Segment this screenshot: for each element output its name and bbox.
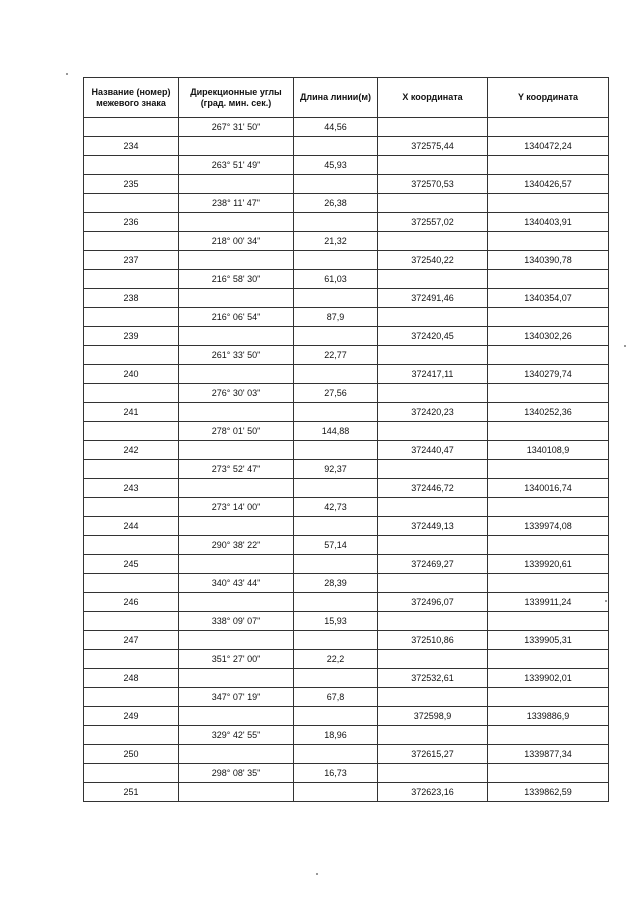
angle-cell: 263° 51' 49" [179, 156, 294, 175]
angle-cell: 216° 06' 54" [179, 308, 294, 327]
point-name-cell: 251 [84, 783, 179, 802]
empty-cell [84, 574, 179, 593]
y-coordinate-cell: 1339974,08 [488, 517, 609, 536]
point-name-cell: 244 [84, 517, 179, 536]
y-coordinate-cell: 1339886,9 [488, 707, 609, 726]
empty-cell [294, 137, 378, 156]
segment-row [84, 498, 609, 517]
table-header-row [84, 78, 609, 118]
point-name-cell: 239 [84, 327, 179, 346]
empty-cell [488, 536, 609, 555]
y-coordinate-cell: 1340279,74 [488, 365, 609, 384]
point-name-cell: 234 [84, 137, 179, 156]
point-name-cell: 250 [84, 745, 179, 764]
point-row [84, 517, 609, 536]
empty-cell [488, 270, 609, 289]
angle-cell: 218° 00' 34" [179, 232, 294, 251]
x-coordinate-cell: 372510,86 [378, 631, 488, 650]
length-cell: 22,2 [294, 650, 378, 669]
scan-speck [624, 345, 626, 347]
y-coordinate-cell: 1339920,61 [488, 555, 609, 574]
segment-row [84, 650, 609, 669]
empty-cell [179, 365, 294, 384]
y-coordinate-cell: 1340016,74 [488, 479, 609, 498]
y-coordinate-cell: 1339902,01 [488, 669, 609, 688]
empty-cell [488, 308, 609, 327]
x-coordinate-cell: 372540,22 [378, 251, 488, 270]
table-body [84, 118, 609, 802]
empty-cell [84, 650, 179, 669]
length-cell: 61,03 [294, 270, 378, 289]
point-row [84, 175, 609, 194]
y-coordinate-cell: 1340403,91 [488, 213, 609, 232]
empty-cell [488, 232, 609, 251]
angle-cell: 273° 52' 47" [179, 460, 294, 479]
scan-speck [316, 873, 318, 875]
empty-cell [378, 422, 488, 441]
segment-row [84, 384, 609, 403]
empty-cell [294, 289, 378, 308]
y-coordinate-cell: 1340252,36 [488, 403, 609, 422]
length-cell: 144,88 [294, 422, 378, 441]
point-name-cell: 237 [84, 251, 179, 270]
empty-cell [84, 118, 179, 137]
empty-cell [378, 536, 488, 555]
point-row [84, 783, 609, 802]
point-row [84, 555, 609, 574]
angle-cell: 273° 14' 00" [179, 498, 294, 517]
empty-cell [179, 517, 294, 536]
x-coordinate-cell: 372570,53 [378, 175, 488, 194]
point-name-cell: 243 [84, 479, 179, 498]
empty-cell [294, 707, 378, 726]
x-coordinate-cell: 372417,11 [378, 365, 488, 384]
empty-cell [378, 156, 488, 175]
empty-cell [84, 764, 179, 783]
segment-row [84, 270, 609, 289]
point-name-cell: 240 [84, 365, 179, 384]
empty-cell [179, 593, 294, 612]
empty-cell [294, 745, 378, 764]
empty-cell [84, 194, 179, 213]
segment-row [84, 118, 609, 137]
x-coordinate-cell: 372532,61 [378, 669, 488, 688]
empty-cell [294, 631, 378, 650]
header-y: Y координата [488, 78, 609, 118]
empty-cell [488, 460, 609, 479]
empty-cell [179, 175, 294, 194]
segment-row [84, 232, 609, 251]
angle-cell: 340° 43' 44" [179, 574, 294, 593]
x-coordinate-cell: 372496,07 [378, 593, 488, 612]
empty-cell [488, 156, 609, 175]
angle-cell: 298° 08' 35" [179, 764, 294, 783]
empty-cell [179, 213, 294, 232]
empty-cell [488, 346, 609, 365]
boundary-coordinates-table [83, 77, 609, 802]
empty-cell [84, 726, 179, 745]
empty-cell [378, 460, 488, 479]
x-coordinate-cell: 372491,46 [378, 289, 488, 308]
empty-cell [294, 403, 378, 422]
x-coordinate-cell: 372623,16 [378, 783, 488, 802]
x-coordinate-cell: 372598,9 [378, 707, 488, 726]
empty-cell [84, 460, 179, 479]
empty-cell [378, 194, 488, 213]
point-name-cell: 238 [84, 289, 179, 308]
empty-cell [378, 574, 488, 593]
segment-row [84, 308, 609, 327]
empty-cell [294, 783, 378, 802]
empty-cell [378, 308, 488, 327]
segment-row [84, 688, 609, 707]
empty-cell [378, 764, 488, 783]
empty-cell [179, 745, 294, 764]
point-name-cell: 247 [84, 631, 179, 650]
empty-cell [488, 612, 609, 631]
point-row [84, 707, 609, 726]
point-row [84, 137, 609, 156]
empty-cell [179, 403, 294, 422]
empty-cell [294, 251, 378, 270]
angle-cell: 278° 01' 50" [179, 422, 294, 441]
header-name: Название (номер) межевого знака [84, 78, 179, 118]
x-coordinate-cell: 372420,23 [378, 403, 488, 422]
empty-cell [378, 612, 488, 631]
y-coordinate-cell: 1339905,31 [488, 631, 609, 650]
length-cell: 26,38 [294, 194, 378, 213]
length-cell: 44,56 [294, 118, 378, 137]
empty-cell [84, 384, 179, 403]
empty-cell [84, 498, 179, 517]
empty-cell [179, 327, 294, 346]
y-coordinate-cell: 1339862,59 [488, 783, 609, 802]
empty-cell [84, 612, 179, 631]
empty-cell [179, 479, 294, 498]
y-coordinate-cell: 1340472,24 [488, 137, 609, 156]
length-cell: 18,96 [294, 726, 378, 745]
empty-cell [179, 783, 294, 802]
empty-cell [378, 346, 488, 365]
point-row [84, 631, 609, 650]
segment-row [84, 156, 609, 175]
empty-cell [294, 213, 378, 232]
length-cell: 21,32 [294, 232, 378, 251]
point-row [84, 251, 609, 270]
empty-cell [84, 308, 179, 327]
empty-cell [488, 422, 609, 441]
point-name-cell: 248 [84, 669, 179, 688]
angle-cell: 338° 09' 07" [179, 612, 294, 631]
empty-cell [488, 726, 609, 745]
segment-row [84, 726, 609, 745]
y-coordinate-cell: 1340390,78 [488, 251, 609, 270]
empty-cell [488, 650, 609, 669]
empty-cell [294, 441, 378, 460]
empty-cell [84, 270, 179, 289]
empty-cell [179, 555, 294, 574]
empty-cell [179, 251, 294, 270]
scan-speck [605, 600, 607, 602]
point-name-cell: 242 [84, 441, 179, 460]
length-cell: 28,39 [294, 574, 378, 593]
point-row [84, 593, 609, 612]
x-coordinate-cell: 372469,27 [378, 555, 488, 574]
empty-cell [378, 232, 488, 251]
empty-cell [179, 707, 294, 726]
point-name-cell: 246 [84, 593, 179, 612]
angle-cell: 267° 31' 50" [179, 118, 294, 137]
segment-row [84, 346, 609, 365]
empty-cell [488, 384, 609, 403]
empty-cell [378, 650, 488, 669]
empty-cell [294, 175, 378, 194]
angle-cell: 261° 33' 50" [179, 346, 294, 365]
x-coordinate-cell: 372420,45 [378, 327, 488, 346]
point-row [84, 327, 609, 346]
empty-cell [488, 194, 609, 213]
length-cell: 67,8 [294, 688, 378, 707]
x-coordinate-cell: 372615,27 [378, 745, 488, 764]
empty-cell [294, 327, 378, 346]
point-row [84, 213, 609, 232]
y-coordinate-cell: 1340354,07 [488, 289, 609, 308]
x-coordinate-cell: 372446,72 [378, 479, 488, 498]
angle-cell: 347° 07' 19" [179, 688, 294, 707]
empty-cell [378, 384, 488, 403]
angle-cell: 238° 11' 47" [179, 194, 294, 213]
empty-cell [84, 688, 179, 707]
empty-cell [294, 517, 378, 536]
x-coordinate-cell: 372575,44 [378, 137, 488, 156]
segment-row [84, 536, 609, 555]
y-coordinate-cell: 1340108,9 [488, 441, 609, 460]
point-row [84, 441, 609, 460]
length-cell: 87,9 [294, 308, 378, 327]
angle-cell: 290° 38' 22" [179, 536, 294, 555]
segment-row [84, 574, 609, 593]
length-cell: 27,56 [294, 384, 378, 403]
point-name-cell: 241 [84, 403, 179, 422]
empty-cell [488, 764, 609, 783]
empty-cell [84, 346, 179, 365]
empty-cell [84, 422, 179, 441]
angle-cell: 276° 30' 03" [179, 384, 294, 403]
empty-cell [294, 669, 378, 688]
x-coordinate-cell: 372440,47 [378, 441, 488, 460]
empty-cell [378, 270, 488, 289]
empty-cell [84, 156, 179, 175]
empty-cell [179, 137, 294, 156]
empty-cell [488, 688, 609, 707]
empty-cell [294, 479, 378, 498]
header-length: Длина линии(м) [294, 78, 378, 118]
empty-cell [378, 688, 488, 707]
empty-cell [179, 669, 294, 688]
empty-cell [378, 118, 488, 137]
empty-cell [488, 118, 609, 137]
segment-row [84, 460, 609, 479]
empty-cell [294, 555, 378, 574]
y-coordinate-cell: 1339911,24 [488, 593, 609, 612]
x-coordinate-cell: 372557,02 [378, 213, 488, 232]
empty-cell [179, 631, 294, 650]
length-cell: 45,93 [294, 156, 378, 175]
point-row [84, 289, 609, 308]
header-angles: Дирекционные углы (град. мин. сек.) [179, 78, 294, 118]
point-row [84, 669, 609, 688]
empty-cell [294, 593, 378, 612]
segment-row [84, 194, 609, 213]
empty-cell [378, 726, 488, 745]
length-cell: 42,73 [294, 498, 378, 517]
angle-cell: 351° 27' 00" [179, 650, 294, 669]
segment-row [84, 422, 609, 441]
header-x: X координата [378, 78, 488, 118]
angle-cell: 216° 58' 30" [179, 270, 294, 289]
point-name-cell: 245 [84, 555, 179, 574]
point-name-cell: 236 [84, 213, 179, 232]
segment-row [84, 764, 609, 783]
length-cell: 15,93 [294, 612, 378, 631]
y-coordinate-cell: 1339877,34 [488, 745, 609, 764]
empty-cell [179, 441, 294, 460]
x-coordinate-cell: 372449,13 [378, 517, 488, 536]
scan-speck [66, 73, 68, 75]
point-row [84, 403, 609, 422]
length-cell: 22,77 [294, 346, 378, 365]
empty-cell [488, 498, 609, 517]
point-name-cell: 249 [84, 707, 179, 726]
y-coordinate-cell: 1340302,26 [488, 327, 609, 346]
empty-cell [294, 365, 378, 384]
length-cell: 16,73 [294, 764, 378, 783]
length-cell: 92,37 [294, 460, 378, 479]
length-cell: 57,14 [294, 536, 378, 555]
empty-cell [179, 289, 294, 308]
empty-cell [84, 232, 179, 251]
point-name-cell: 235 [84, 175, 179, 194]
segment-row [84, 612, 609, 631]
empty-cell [378, 498, 488, 517]
y-coordinate-cell: 1340426,57 [488, 175, 609, 194]
point-row [84, 479, 609, 498]
empty-cell [488, 574, 609, 593]
point-row [84, 745, 609, 764]
empty-cell [84, 536, 179, 555]
angle-cell: 329° 42' 55" [179, 726, 294, 745]
point-row [84, 365, 609, 384]
